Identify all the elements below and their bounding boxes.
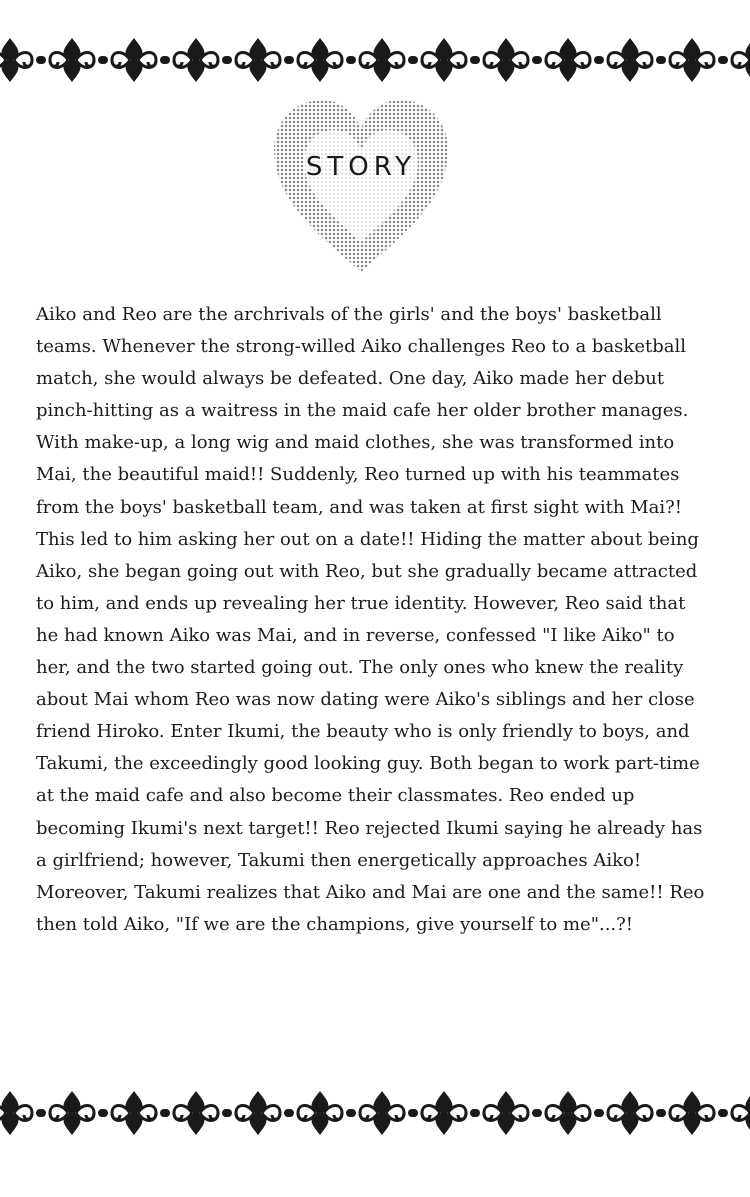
story-line: Moreover, Takumi realizes that Aiko and Mai are one and the same!! Reo: [36, 881, 705, 903]
story-line: teams. Whenever the strong-willed Aiko challenges Reo to a basketball: [36, 336, 686, 358]
story-line: then told Aiko, "If we are the champions, give yourself to me"...?!: [36, 913, 634, 935]
story-line: With make-up, a long wig and maid clothes, she was transformed into: [36, 432, 675, 454]
story-line: at the maid cafe and also become their classmates. Reo ended up: [36, 785, 635, 807]
story-text: [36, 299, 716, 941]
heart-icon: [268, 92, 454, 278]
bottom-ornamental-border: [0, 1083, 750, 1143]
story-line: becoming Ikumi's next target!! Reo rejected Ikumi saying he already has: [36, 817, 703, 839]
story-line: Aiko, she began going out with Reo, but she gradually became attracted: [36, 560, 698, 582]
story-line: a girlfriend; however, Takumi then energetically approaches Aiko!: [36, 849, 642, 871]
story-line: about Mai whom Reo was now dating were Aiko's siblings and her close: [36, 689, 695, 711]
story-line: match, she would always be defeated. One day, Aiko made her debut: [36, 368, 665, 390]
top-ornamental-border: [0, 30, 750, 90]
story-line: he had known Aiko was Mai, and in reverse, confessed "I like Aiko" to: [36, 624, 675, 646]
story-line: pinch-hitting as a waitress in the maid cafe her older brother manages.: [36, 400, 689, 422]
ornament-pattern-top-icon: [0, 30, 750, 90]
story-line: Mai, the beautiful maid!! Suddenly, Reo turned up with his teammates: [36, 464, 680, 486]
ornament-pattern-bottom-icon: [0, 1083, 750, 1143]
story-line: friend Hiroko. Enter Ikumi, the beauty who is only friendly to boys, and: [36, 721, 690, 743]
story-line: Takumi, the exceedingly good looking guy. Both began to work part-time: [36, 753, 700, 775]
story-line: to him, and ends up revealing her true identity. However, Reo said that: [36, 592, 686, 614]
story-heading: STORY: [305, 152, 417, 182]
story-line: her, and the two started going out. The only ones who knew the reality: [36, 657, 684, 679]
story-line: Aiko and Reo are the archrivals of the girls' and the boys' basketball: [36, 304, 662, 325]
story-line: from the boys' basketball team, and was taken at first sight with Mai?!: [36, 496, 683, 518]
story-line: This led to him asking her out on a date!! Hiding the matter about being: [36, 528, 699, 550]
